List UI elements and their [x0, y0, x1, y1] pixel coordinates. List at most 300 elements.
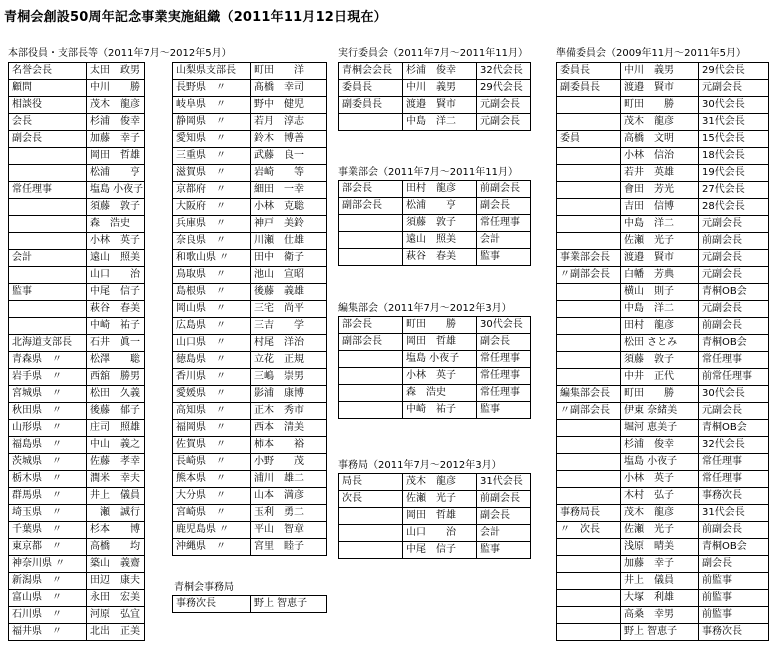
shibu-role-cell: 高知県 〃 — [173, 403, 251, 420]
shibu-role-cell: 三重県 〃 — [173, 148, 251, 165]
junbi-note-cell: 19代会長 — [699, 165, 769, 182]
honbu-role-cell: 新潟県 〃 — [9, 573, 87, 590]
jikko-role-cell: 青桐会会長 — [339, 63, 403, 80]
jigyo-name-cell: 遠山 照美 — [403, 232, 477, 249]
jigyo-name-cell: 須藤 敦子 — [403, 215, 477, 232]
junbi-role-cell — [557, 488, 621, 505]
junbi-note-cell: 常任理事 — [699, 471, 769, 488]
honbu-role-cell: 神奈川県 〃 — [9, 556, 87, 573]
junbi-name-cell: 吉田 信博 — [621, 199, 699, 216]
honbu-name-cell: 松浦 亨 — [87, 165, 145, 182]
henshu-note-cell: 常任理事 — [477, 351, 531, 368]
junbi-role-cell — [557, 607, 621, 624]
henshu-note-cell: 副会長 — [477, 334, 531, 351]
honbu-role-cell: 富山県 〃 — [9, 590, 87, 607]
jikko-role-cell: 副委員長 — [339, 97, 403, 114]
honbu-role-cell: 宮城県 〃 — [9, 386, 87, 403]
junbi-name-cell: 杉浦 俊幸 — [621, 437, 699, 454]
shibu-row — [173, 505, 327, 522]
honbu-row — [9, 182, 145, 199]
honbu-row — [9, 607, 145, 624]
honbu-role-cell: 埼玉県 〃 — [9, 505, 87, 522]
shibu-name-cell: 若月 淳志 — [251, 114, 327, 131]
honbu-role-cell: 会計 — [9, 250, 87, 267]
junbi-name-cell: 茂木 龍彦 — [621, 505, 699, 522]
junbi-role-cell: 委員長 — [557, 63, 621, 80]
honbu-name-cell: 山口 治 — [87, 267, 145, 284]
jimu-note-cell: 副会長 — [477, 508, 531, 525]
junbi-note-cell: 副会長 — [699, 556, 769, 573]
junbi-name-cell: 町田 勝 — [621, 386, 699, 403]
junbi-name-cell: 野上 智恵子 — [621, 624, 699, 641]
junbi-name-cell: 塩島 小夜子 — [621, 454, 699, 471]
honbu-row — [9, 369, 145, 386]
honbu-row — [9, 505, 145, 522]
honbu-role-cell: 栃木県 〃 — [9, 471, 87, 488]
jimukyoku-role-cell: 事務次長 — [173, 596, 251, 613]
henshu-row — [339, 368, 531, 385]
honbu-row — [9, 267, 145, 284]
shibu-role-cell: 愛媛県 〃 — [173, 386, 251, 403]
junbi-role-cell: 〃副部会長 — [557, 267, 621, 284]
junbi-note-cell: 前監事 — [699, 607, 769, 624]
junbi-caption: 準備委員会（2009年11月～2011年5月） — [556, 48, 746, 59]
shibu-name-cell: 髙橋 幸司 — [251, 80, 327, 97]
shibu-row — [173, 539, 327, 556]
junbi-note-cell: 前副会長 — [699, 318, 769, 335]
honbu-name-cell: 塩島 小夜子 — [87, 182, 145, 199]
honbu-name-cell: 潤米 幸夫 — [87, 471, 145, 488]
jimu-row — [339, 525, 531, 542]
junbi-name-cell: 小林 信治 — [621, 148, 699, 165]
honbu-row — [9, 131, 145, 148]
junbi-name-cell: 白幡 芳典 — [621, 267, 699, 284]
shibu-row — [173, 165, 327, 182]
jigyo-row — [339, 181, 531, 198]
henshu-role-cell: 副部会長 — [339, 334, 403, 351]
henshu-name-cell: 町田 勝 — [403, 317, 477, 334]
jigyo-role-cell — [339, 215, 403, 232]
honbu-row — [9, 573, 145, 590]
junbi-name-cell: 大塚 利雄 — [621, 590, 699, 607]
shibu-name-cell: 小野 茂 — [251, 454, 327, 471]
henshu-note-cell: 常任理事 — [477, 368, 531, 385]
junbi-note-cell: 18代会長 — [699, 148, 769, 165]
junbi-row — [557, 80, 769, 97]
junbi-note-cell: 元副会長 — [699, 216, 769, 233]
junbi-note-cell: 青桐OB会 — [699, 335, 769, 352]
junbi-row — [557, 386, 769, 403]
junbi-role-cell — [557, 335, 621, 352]
junbi-note-cell: 30代会長 — [699, 386, 769, 403]
junbi-row — [557, 318, 769, 335]
shibu-role-cell: 徳島県 〃 — [173, 352, 251, 369]
honbu-role-cell: 山形県 〃 — [9, 420, 87, 437]
honbu-role-cell: 会長 — [9, 114, 87, 131]
honbu-role-cell: 青森県 〃 — [9, 352, 87, 369]
shibu-row — [173, 420, 327, 437]
shibu-row — [173, 454, 327, 471]
junbi-name-cell: 中川 義男 — [621, 63, 699, 80]
shibu-name-cell: 神戸 美鈴 — [251, 216, 327, 233]
jimu-row — [339, 474, 531, 491]
honbu-role-cell: 東京都 〃 — [9, 539, 87, 556]
honbu-row — [9, 80, 145, 97]
honbu-row — [9, 522, 145, 539]
junbi-role-cell — [557, 556, 621, 573]
shibu-role-cell: 宮崎県 〃 — [173, 505, 251, 522]
shibu-role-cell: 長崎県 〃 — [173, 454, 251, 471]
jigyo-note-cell: 副会長 — [477, 198, 531, 215]
honbu-row — [9, 488, 145, 505]
junbi-row — [557, 556, 769, 573]
honbu-role-cell: 群馬県 〃 — [9, 488, 87, 505]
honbu-name-cell: 井上 儀員 — [87, 488, 145, 505]
shibu-role-cell: 岡山県 〃 — [173, 301, 251, 318]
jimu-name-cell: 岡田 哲雄 — [403, 508, 477, 525]
junbi-name-cell: 町田 勝 — [621, 97, 699, 114]
shibu-name-cell: 田中 衛子 — [251, 250, 327, 267]
jigyo-note-cell: 会計 — [477, 232, 531, 249]
junbi-role-cell — [557, 284, 621, 301]
junbi-role-cell — [557, 590, 621, 607]
shibu-row — [173, 250, 327, 267]
junbi-note-cell: 前監事 — [699, 590, 769, 607]
honbu-name-cell: 松田 久義 — [87, 386, 145, 403]
junbi-row — [557, 148, 769, 165]
honbu-row — [9, 199, 145, 216]
honbu-row — [9, 250, 145, 267]
jigyo-row — [339, 215, 531, 232]
jigyo-row — [339, 198, 531, 215]
junbi-role-cell — [557, 182, 621, 199]
junbi-role-cell — [557, 624, 621, 641]
junbi-note-cell: 事務次長 — [699, 624, 769, 641]
jimu-role-cell: 局長 — [339, 474, 403, 491]
honbu-name-cell: 小林 英子 — [87, 233, 145, 250]
honbu-row — [9, 335, 145, 352]
junbi-name-cell: 堀河 恵美子 — [621, 420, 699, 437]
jimukyoku-caption: 青桐会事務局 — [174, 582, 234, 593]
junbi-table — [556, 62, 769, 641]
junbi-row — [557, 420, 769, 437]
honbu-role-cell: 福井県 〃 — [9, 624, 87, 641]
honbu-row — [9, 454, 145, 471]
shibu-name-cell: 野中 健児 — [251, 97, 327, 114]
honbu-row — [9, 471, 145, 488]
junbi-row — [557, 403, 769, 420]
shibu-role-cell: 長野県 〃 — [173, 80, 251, 97]
honbu-row — [9, 63, 145, 80]
jigyo-role-cell: 部会長 — [339, 181, 403, 198]
honbu-role-cell: 北海道支部長 — [9, 335, 87, 352]
shibu-name-cell: 三宅 尚平 — [251, 301, 327, 318]
jikko-row — [339, 97, 531, 114]
junbi-note-cell: 青桐OB会 — [699, 539, 769, 556]
jikko-name-cell: 渡邉 賢市 — [403, 97, 477, 114]
junbi-note-cell: 前常任理事 — [699, 369, 769, 386]
junbi-name-cell: 渡邉 賢市 — [621, 250, 699, 267]
junbi-row — [557, 216, 769, 233]
junbi-role-cell — [557, 369, 621, 386]
jimukyoku-table — [172, 595, 327, 613]
shibu-name-cell: 立花 正規 — [251, 352, 327, 369]
junbi-name-cell: 茂木 龍彦 — [621, 114, 699, 131]
shibu-name-cell: 池山 宣昭 — [251, 267, 327, 284]
junbi-role-cell — [557, 420, 621, 437]
junbi-name-cell: 高桑 幸男 — [621, 607, 699, 624]
jimu-caption: 事務局（2011年7月～2012年3月） — [338, 460, 502, 471]
junbi-row — [557, 165, 769, 182]
junbi-role-cell — [557, 454, 621, 471]
jimu-role-cell — [339, 542, 403, 559]
honbu-name-cell: 中崎 祐子 — [87, 318, 145, 335]
honbu-row — [9, 216, 145, 233]
junbi-role-cell — [557, 573, 621, 590]
henshu-note-cell: 30代会長 — [477, 317, 531, 334]
henshu-name-cell: 塩島 小夜子 — [403, 351, 477, 368]
honbu-role-cell: 常任理事 — [9, 182, 87, 199]
jikko-note-cell: 元副会長 — [477, 97, 531, 114]
shibu-name-cell: 浦川 雄二 — [251, 471, 327, 488]
jimu-note-cell: 監事 — [477, 542, 531, 559]
honbu-row — [9, 233, 145, 250]
junbi-note-cell: 29代会長 — [699, 63, 769, 80]
honbu-row — [9, 590, 145, 607]
junbi-note-cell: 元副会長 — [699, 403, 769, 420]
jimu-note-cell: 会計 — [477, 525, 531, 542]
shibu-name-cell: 玉利 勇二 — [251, 505, 327, 522]
junbi-role-cell — [557, 199, 621, 216]
honbu-name-cell: 庄司 照雄 — [87, 420, 145, 437]
jikko-note-cell: 32代会長 — [477, 63, 531, 80]
jimu-name-cell: 佐瀬 光子 — [403, 491, 477, 508]
jimukyoku-row — [173, 596, 327, 613]
junbi-row — [557, 539, 769, 556]
henshu-row — [339, 402, 531, 419]
junbi-role-cell — [557, 352, 621, 369]
jikko-caption: 実行委員会（2011年7月～2011年11月） — [338, 48, 528, 59]
honbu-row — [9, 539, 145, 556]
junbi-note-cell: 元副会長 — [699, 301, 769, 318]
honbu-name-cell: 中尾 信子 — [87, 284, 145, 301]
junbi-role-cell: 編集部会長 — [557, 386, 621, 403]
jimu-role-cell: 次長 — [339, 491, 403, 508]
honbu-name-cell: 高橋 均 — [87, 539, 145, 556]
junbi-name-cell: 伊東 奈緒美 — [621, 403, 699, 420]
honbu-name-cell: 萩谷 春美 — [87, 301, 145, 318]
shibu-name-cell: 岩崎 等 — [251, 165, 327, 182]
honbu-name-cell: 中川 勝 — [87, 80, 145, 97]
junbi-name-cell: 小林 英子 — [621, 471, 699, 488]
honbu-name-cell: 遠山 照美 — [87, 250, 145, 267]
jimu-row — [339, 508, 531, 525]
shibu-row — [173, 114, 327, 131]
jikko-name-cell: 中島 洋二 — [403, 114, 477, 131]
honbu-name-cell: 瀬 誠行 — [87, 505, 145, 522]
junbi-note-cell: 30代会長 — [699, 97, 769, 114]
shibu-row — [173, 267, 327, 284]
honbu-role-cell: 茨城県 〃 — [9, 454, 87, 471]
jikko-note-cell: 元副会長 — [477, 114, 531, 131]
honbu-name-cell: 河原 弘宜 — [87, 607, 145, 624]
shibu-name-cell: 平山 智章 — [251, 522, 327, 539]
jigyo-name-cell: 松浦 亨 — [403, 198, 477, 215]
henshu-name-cell: 岡田 哲雄 — [403, 334, 477, 351]
jikko-role-cell — [339, 114, 403, 131]
shibu-row — [173, 437, 327, 454]
jimu-note-cell: 前副会長 — [477, 491, 531, 508]
shibu-row — [173, 488, 327, 505]
henshu-name-cell: 中崎 祐子 — [403, 402, 477, 419]
honbu-role-cell: 千葉県 〃 — [9, 522, 87, 539]
jigyo-caption: 事業部会（2011年7月～2011年11月） — [338, 167, 518, 178]
junbi-name-cell: 田村 龍彦 — [621, 318, 699, 335]
jimu-name-cell: 茂木 龍彦 — [403, 474, 477, 491]
honbu-role-cell — [9, 199, 87, 216]
jigyo-row — [339, 232, 531, 249]
honbu-role-cell — [9, 318, 87, 335]
honbu-role-cell: 石川県 〃 — [9, 607, 87, 624]
junbi-row — [557, 505, 769, 522]
jimu-row — [339, 542, 531, 559]
honbu-name-cell: 森 浩史 — [87, 216, 145, 233]
henshu-role-cell — [339, 368, 403, 385]
shibu-row — [173, 63, 327, 80]
henshu-row — [339, 317, 531, 334]
junbi-row — [557, 284, 769, 301]
junbi-name-cell: 井上 儀員 — [621, 573, 699, 590]
jigyo-role-cell: 副部会長 — [339, 198, 403, 215]
junbi-note-cell: 常任理事 — [699, 352, 769, 369]
junbi-note-cell: 元副会長 — [699, 267, 769, 284]
shibu-role-cell: 熊本県 〃 — [173, 471, 251, 488]
jimu-role-cell — [339, 525, 403, 542]
jikko-row — [339, 63, 531, 80]
shibu-row — [173, 216, 327, 233]
jimu-note-cell: 31代会長 — [477, 474, 531, 491]
jigyo-role-cell — [339, 249, 403, 266]
junbi-role-cell — [557, 148, 621, 165]
junbi-name-cell: 渡邉 賢市 — [621, 80, 699, 97]
honbu-row — [9, 301, 145, 318]
shibu-name-cell: 三嶋 崇男 — [251, 369, 327, 386]
henshu-row — [339, 351, 531, 368]
junbi-row — [557, 607, 769, 624]
honbu-row — [9, 556, 145, 573]
honbu-name-cell: 杉浦 俊幸 — [87, 114, 145, 131]
honbu-row — [9, 148, 145, 165]
shibu-row — [173, 522, 327, 539]
jigyo-name-cell: 萩谷 春美 — [403, 249, 477, 266]
jikko-table — [338, 62, 531, 131]
shibu-row — [173, 80, 327, 97]
junbi-row — [557, 352, 769, 369]
junbi-row — [557, 182, 769, 199]
junbi-name-cell: 木村 弘子 — [621, 488, 699, 505]
jikko-row — [339, 114, 531, 131]
shibu-row — [173, 97, 327, 114]
junbi-row — [557, 369, 769, 386]
jikko-name-cell: 杉浦 俊幸 — [403, 63, 477, 80]
honbu-caption: 本部役員・支部長等（2011年7月～2012年5月） — [8, 48, 232, 59]
shibu-name-cell: 柿本 裕 — [251, 437, 327, 454]
shibu-name-cell: 武藤 良一 — [251, 148, 327, 165]
honbu-row — [9, 165, 145, 182]
henshu-note-cell: 監事 — [477, 402, 531, 419]
shibu-role-cell: 滋賀県 〃 — [173, 165, 251, 182]
henshu-name-cell: 小林 英子 — [403, 368, 477, 385]
shibu-name-cell: 町田 洋 — [251, 63, 327, 80]
junbi-row — [557, 488, 769, 505]
shibu-role-cell: 沖縄県 〃 — [173, 539, 251, 556]
jigyo-name-cell: 田村 龍彦 — [403, 181, 477, 198]
jigyo-note-cell: 前副会長 — [477, 181, 531, 198]
junbi-role-cell — [557, 437, 621, 454]
junbi-note-cell: 常任理事 — [699, 454, 769, 471]
shibu-row — [173, 471, 327, 488]
jimu-name-cell: 中尾 信子 — [403, 542, 477, 559]
honbu-role-cell: 福島県 〃 — [9, 437, 87, 454]
honbu-role-cell: 顧問 — [9, 80, 87, 97]
shibu-name-cell: 宮里 睦子 — [251, 539, 327, 556]
jigyo-note-cell: 監事 — [477, 249, 531, 266]
shibu-role-cell: 静岡県 〃 — [173, 114, 251, 131]
jimu-table — [338, 473, 531, 559]
jimu-row — [339, 491, 531, 508]
junbi-note-cell: 前副会長 — [699, 233, 769, 250]
junbi-note-cell: 青桐OB会 — [699, 284, 769, 301]
honbu-role-cell — [9, 165, 87, 182]
henshu-name-cell: 森 浩史 — [403, 385, 477, 402]
junbi-row — [557, 335, 769, 352]
honbu-role-cell — [9, 267, 87, 284]
shibu-role-cell: 鳥取県 〃 — [173, 267, 251, 284]
henshu-role-cell: 部会長 — [339, 317, 403, 334]
junbi-role-cell: 〃副部会長 — [557, 403, 621, 420]
shibu-role-cell: 和歌山県 〃 — [173, 250, 251, 267]
honbu-name-cell: 西舘 勝男 — [87, 369, 145, 386]
jikko-row — [339, 80, 531, 97]
honbu-name-cell: 松澤 聡 — [87, 352, 145, 369]
shibu-role-cell: 福岡県 〃 — [173, 420, 251, 437]
honbu-role-cell — [9, 148, 87, 165]
shibu-role-cell: 鹿児島県 〃 — [173, 522, 251, 539]
shibu-row — [173, 369, 327, 386]
junbi-role-cell: 〃 次長 — [557, 522, 621, 539]
honbu-role-cell: 副会長 — [9, 131, 87, 148]
junbi-note-cell: 32代会長 — [699, 437, 769, 454]
honbu-name-cell: 岡田 哲雄 — [87, 148, 145, 165]
shibu-name-cell: 細田 一幸 — [251, 182, 327, 199]
shibu-row — [173, 148, 327, 165]
shibu-name-cell: 西本 清美 — [251, 420, 327, 437]
junbi-note-cell: 元副会長 — [699, 80, 769, 97]
shibu-row — [173, 335, 327, 352]
honbu-name-cell: 須藤 敦子 — [87, 199, 145, 216]
shibu-name-cell: 正木 秀市 — [251, 403, 327, 420]
honbu-row — [9, 318, 145, 335]
junbi-name-cell: 佐瀬 光子 — [621, 522, 699, 539]
honbu-row — [9, 386, 145, 403]
junbi-role-cell: 事業部会長 — [557, 250, 621, 267]
junbi-row — [557, 590, 769, 607]
junbi-role-cell — [557, 471, 621, 488]
honbu-name-cell: 茂木 龍彦 — [87, 97, 145, 114]
shibu-row — [173, 318, 327, 335]
honbu-row — [9, 420, 145, 437]
honbu-row — [9, 437, 145, 454]
